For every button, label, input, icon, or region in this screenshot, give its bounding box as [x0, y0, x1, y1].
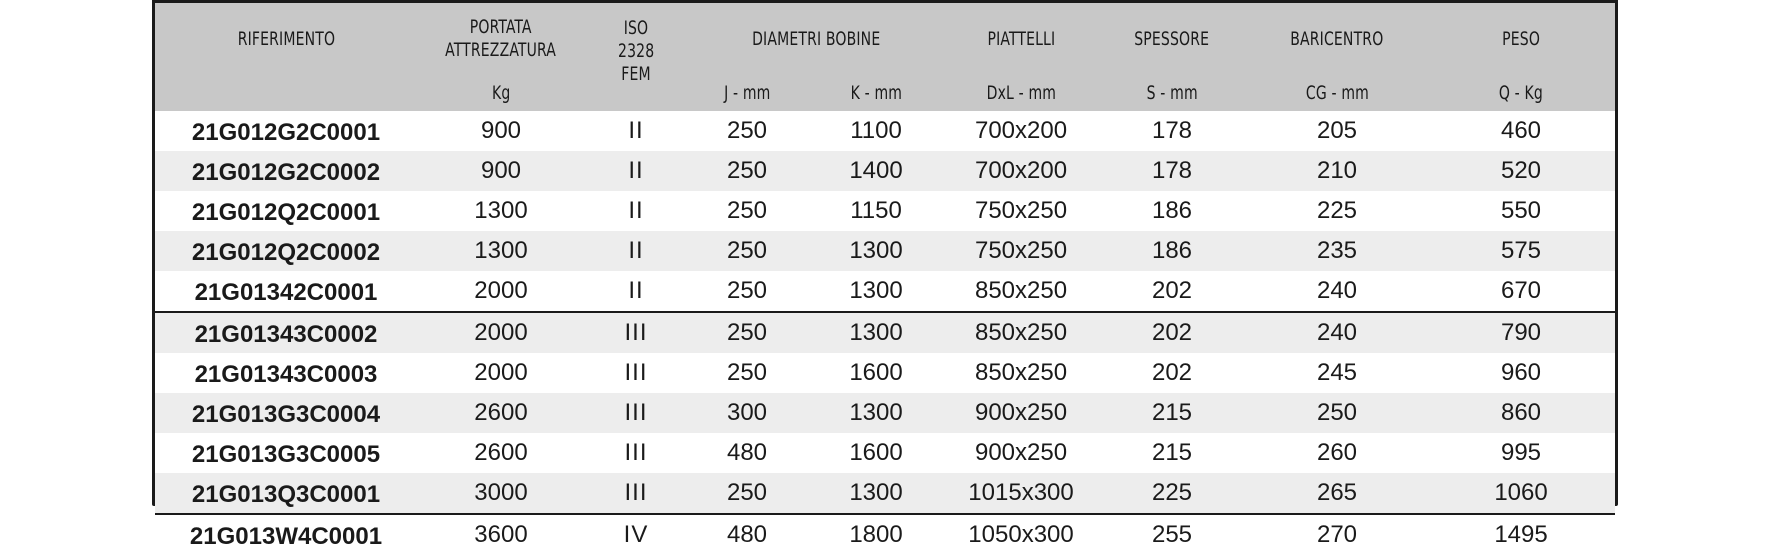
cell-baricentro: 245 [1316, 359, 1358, 386]
unit-peso: Q - Kg [1427, 75, 1615, 111]
cell-portata: 2600 [474, 439, 528, 466]
cell-piattelli: 900x250 [974, 439, 1068, 466]
cell-diametro-j: 480 [726, 439, 768, 466]
cell-diametro-k: 1150 [850, 197, 902, 224]
cell-diametro-j: 250 [687, 473, 807, 514]
cell-diametro-k: 1300 [807, 393, 945, 433]
cell-portata: 2000 [474, 277, 528, 304]
cell-peso: 520 [1427, 151, 1615, 191]
cell-piattelli: 900x250 [945, 393, 1097, 433]
cell-diametro-k: 1300 [807, 473, 945, 514]
cell-portata: 3000 [417, 473, 585, 514]
cell-riferimento: 21G012G2C0001 [191, 119, 381, 146]
header-row-titles [155, 3, 1615, 75]
cell-peso: 460 [1500, 117, 1542, 144]
cell-diametro-k: 1300 [807, 312, 945, 353]
unit-spessore: S - mm [1097, 75, 1247, 111]
cell-baricentro: 270 [1247, 514, 1427, 555]
cell-portata: 1300 [474, 197, 528, 224]
header-iso: ISO 2328 FEM [585, 3, 687, 111]
cell-iso: III [585, 393, 687, 433]
cell-diametro-j: 250 [726, 277, 768, 304]
table-row [155, 151, 1615, 191]
table-body [155, 111, 1615, 555]
cell-piattelli: 1015x300 [945, 473, 1097, 514]
cell-spessore: 202 [1151, 359, 1193, 386]
unit-riferimento [155, 75, 417, 111]
cell-spessore: 178 [1097, 151, 1247, 191]
table-row [155, 312, 1615, 353]
cell-diametro-k: 1400 [807, 151, 945, 191]
cell-peso: 670 [1500, 277, 1542, 304]
cell-riferimento: 21G013G3C0004 [155, 393, 417, 433]
cell-diametro-k: 1600 [849, 359, 903, 386]
cell-riferimento: 21G012Q2C0002 [155, 231, 417, 271]
cell-iso: III [624, 359, 648, 386]
cell-peso: 575 [1427, 231, 1615, 271]
cell-spessore: 255 [1097, 514, 1247, 555]
cell-iso: IV [585, 514, 687, 555]
cell-portata: 2600 [417, 393, 585, 433]
cell-diametro-k: 1100 [850, 117, 902, 144]
cell-baricentro: 265 [1247, 473, 1427, 514]
cell-riferimento: 21G013W4C0001 [155, 514, 417, 555]
table-row [155, 433, 1615, 473]
cell-iso: II [585, 231, 687, 271]
cell-piattelli: 750x250 [974, 197, 1068, 224]
header-piattelli: PIATTELLI [945, 3, 1097, 75]
cell-diametro-k: 1800 [807, 514, 945, 555]
cell-diametro-j: 300 [687, 393, 807, 433]
cell-iso: III [585, 312, 687, 353]
header-riferimento: RIFERIMENTO [155, 3, 417, 75]
cell-riferimento: 21G01343C0003 [194, 361, 378, 388]
header-row-units [155, 75, 1615, 111]
cell-baricentro: 240 [1247, 312, 1427, 353]
cell-diametro-j: 250 [687, 151, 807, 191]
cell-riferimento: 21G012Q2C0001 [191, 199, 381, 226]
unit-piattelli: DxL - mm [945, 75, 1097, 111]
cell-peso: 995 [1500, 439, 1542, 466]
unit-j: J - mm [687, 75, 807, 111]
cell-diametro-k: 1600 [849, 439, 903, 466]
cell-spessore: 186 [1097, 231, 1247, 271]
cell-portata: 1300 [417, 231, 585, 271]
table-row [155, 353, 1615, 393]
cell-diametro-k: 1300 [849, 277, 903, 304]
cell-iso: II [628, 277, 644, 304]
table-row [155, 393, 1615, 433]
cell-spessore: 225 [1097, 473, 1247, 514]
cell-portata: 900 [417, 151, 585, 191]
cell-baricentro: 260 [1316, 439, 1358, 466]
cell-portata: 3600 [417, 514, 585, 555]
cell-riferimento: 21G013Q3C0001 [155, 473, 417, 514]
cell-peso: 960 [1500, 359, 1542, 386]
cell-diametro-j: 480 [687, 514, 807, 555]
cell-baricentro: 205 [1316, 117, 1358, 144]
table-row [155, 271, 1615, 312]
cell-baricentro: 240 [1316, 277, 1358, 304]
cell-iso: II [585, 151, 687, 191]
cell-diametro-j: 250 [726, 197, 768, 224]
header-diametri-bobine: DIAMETRI BOBINE [687, 3, 945, 75]
cell-peso: 1060 [1427, 473, 1615, 514]
cell-baricentro: 225 [1316, 197, 1358, 224]
header-portata: PORTATA ATTREZZATURA [417, 3, 585, 75]
cell-piattelli: 850x250 [945, 312, 1097, 353]
cell-spessore: 178 [1151, 117, 1193, 144]
cell-peso: 860 [1427, 393, 1615, 433]
cell-piattelli: 750x250 [945, 231, 1097, 271]
table-row [155, 514, 1615, 555]
spec-table-frame [152, 0, 1618, 550]
header-peso: PESO [1427, 3, 1615, 75]
cell-spessore: 215 [1097, 393, 1247, 433]
unit-portata: Kg [417, 75, 585, 111]
cell-baricentro: 235 [1247, 231, 1427, 271]
unit-k: K - mm [807, 75, 945, 111]
cell-spessore: 202 [1097, 312, 1247, 353]
cell-diametro-j: 250 [726, 117, 768, 144]
table-row [155, 231, 1615, 271]
spec-table [155, 3, 1615, 555]
cell-diametro-k: 1300 [807, 231, 945, 271]
cell-portata: 900 [480, 117, 522, 144]
cell-peso: 1495 [1427, 514, 1615, 555]
cell-piattelli: 850x250 [974, 277, 1068, 304]
cell-spessore: 186 [1151, 197, 1193, 224]
cell-spessore: 202 [1151, 277, 1193, 304]
cell-piattelli: 700x200 [945, 151, 1097, 191]
cell-baricentro: 210 [1247, 151, 1427, 191]
header-spessore: SPESSORE [1097, 3, 1247, 75]
cell-iso: II [628, 197, 644, 224]
cell-peso: 550 [1500, 197, 1542, 224]
cell-portata: 2000 [474, 359, 528, 386]
cell-riferimento: 21G012G2C0002 [155, 151, 417, 191]
table-row [155, 191, 1615, 231]
cell-peso: 790 [1427, 312, 1615, 353]
cell-riferimento: 21G01343C0002 [155, 312, 417, 353]
cell-iso: III [624, 439, 648, 466]
cell-spessore: 215 [1151, 439, 1193, 466]
header-baricentro: BARICENTRO [1247, 3, 1427, 75]
table-row [155, 473, 1615, 514]
cell-piattelli: 1050x300 [945, 514, 1097, 555]
cell-diametro-j: 250 [687, 312, 807, 353]
cell-diametro-j: 250 [687, 231, 807, 271]
cell-diametro-j: 250 [726, 359, 768, 386]
cell-baricentro: 250 [1247, 393, 1427, 433]
cell-iso: II [628, 117, 644, 144]
cell-portata: 2000 [417, 312, 585, 353]
cell-piattelli: 850x250 [974, 359, 1068, 386]
table-row [155, 111, 1615, 151]
cell-riferimento: 21G013G3C0005 [191, 441, 381, 468]
cell-iso: III [585, 473, 687, 514]
cell-riferimento: 21G01342C0001 [194, 279, 378, 306]
unit-baricentro: CG - mm [1247, 75, 1427, 111]
cell-piattelli: 700x200 [974, 117, 1068, 144]
